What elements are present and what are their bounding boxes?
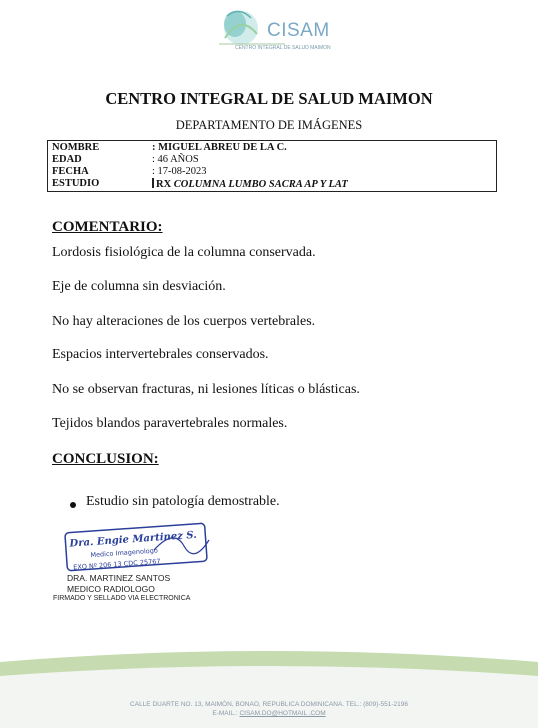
footer-email-link[interactable]: CISAM.DO@HOTMAIL .COM bbox=[239, 710, 326, 717]
signer-title: MEDICO RADIOLOGO bbox=[67, 584, 155, 594]
bullet-icon bbox=[70, 502, 76, 508]
patient-info-box bbox=[47, 140, 497, 192]
study-prefix: RX bbox=[156, 179, 172, 190]
patient-row-age bbox=[52, 154, 496, 166]
field-label: EDAD bbox=[52, 154, 82, 165]
cisam-logo bbox=[205, 4, 345, 56]
patient-row-study bbox=[52, 178, 496, 190]
finding-line: Eje de columna sin desviación. bbox=[52, 279, 226, 294]
stamp-line-2: Medico Imagenologo bbox=[90, 546, 159, 560]
field-label: FECHA bbox=[52, 166, 89, 177]
footer-email-label: E-MAIL.: bbox=[212, 710, 238, 717]
logo-name: CISAM bbox=[267, 20, 330, 41]
field-label: ESTUDIO bbox=[52, 178, 100, 189]
finding-line: Tejidos blandos paravertebrales normales. bbox=[52, 416, 288, 431]
field-label: NOMBRE bbox=[52, 142, 100, 153]
stamp-line-1: Dra. Engie Martinez S. bbox=[69, 529, 198, 550]
finding-line: Espacios intervertebrales conservados. bbox=[52, 347, 269, 362]
field-value: : 17-08-2023 bbox=[152, 166, 207, 177]
signature-stamp bbox=[64, 520, 214, 572]
signer-name: DRA. MARTINEZ SANTOS bbox=[67, 573, 171, 583]
finding-line: No se observan fracturas, ni lesiones líticas o blásticas. bbox=[52, 382, 360, 397]
document-title: CENTRO INTEGRAL DE SALUD MAIMON bbox=[105, 89, 433, 108]
patient-row-date bbox=[52, 166, 496, 178]
footer-address: CALLE DUARTE NO. 13, MAIMÓN, BONAO, REPUBLICA DOMINICANA. TEL.: (809)-551-2196 bbox=[130, 701, 408, 708]
field-value bbox=[152, 178, 348, 191]
field-value: : 46 AÑOS bbox=[152, 154, 199, 165]
patient-row-name bbox=[52, 142, 496, 154]
signature-note: FIRMADO Y SELLADO VIA ELECTRONICA bbox=[53, 595, 191, 602]
comentario-heading: COMENTARIO: bbox=[52, 219, 163, 235]
cursor-bar-icon bbox=[152, 178, 154, 188]
stamp-line-3: EXQ Nº 206 13 CDC 25767 bbox=[72, 557, 161, 572]
finding-line: Lordosis fisiológica de la columna conservada. bbox=[52, 245, 316, 260]
logo-tagline: CENTRO INTEGRAL DE SALUD MAIMON bbox=[235, 45, 331, 51]
conclusion-item: Estudio sin patología demostrable. bbox=[86, 494, 280, 509]
field-value: : MIGUEL ABREU DE LA C. bbox=[152, 142, 287, 153]
conclusion-heading: CONCLUSION: bbox=[52, 451, 159, 467]
study-name: COLUMNA LUMBO SACRA AP Y LAT bbox=[173, 179, 348, 190]
department-name: DEPARTAMENTO DE IMÁGENES bbox=[175, 118, 363, 132]
finding-line: No hay alteraciones de los cuerpos vertebrales. bbox=[52, 314, 316, 329]
footer-email-line bbox=[0, 710, 538, 717]
